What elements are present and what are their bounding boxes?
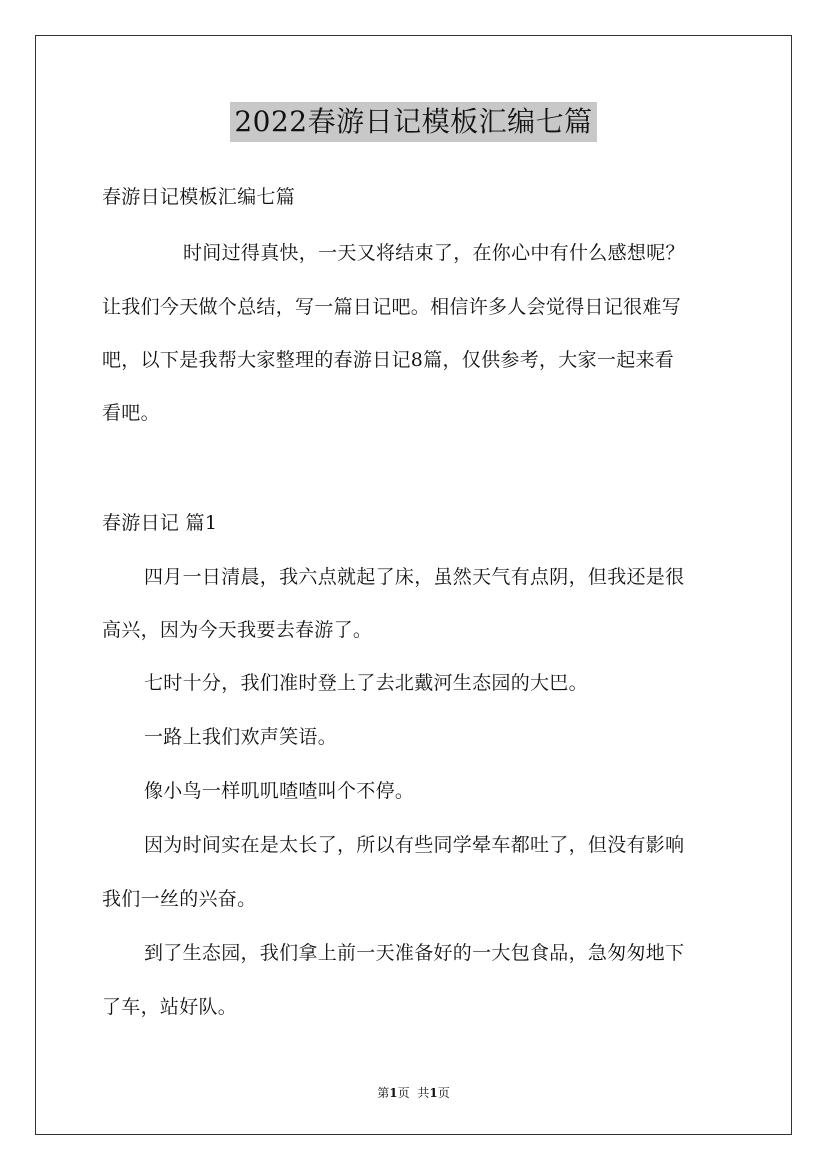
body-line-2: 高兴，因为今天我要去春游了。	[102, 619, 373, 641]
body-line-4: 一路上我们欢声笑语。	[144, 726, 338, 748]
page-footer	[0, 1084, 827, 1101]
body-line-8: 到了生态园，我们拿上前一天准备好的一大包食品，急匆匆地下	[144, 942, 685, 964]
section-heading: 春游日记 篇1	[102, 512, 218, 534]
body-line-7: 我们一丝的兴奋。	[102, 888, 257, 910]
body-line-3: 七时十分，我们准时登上了去北戴河生态园的大巴。	[144, 672, 588, 694]
intro-line-2: 让我们今天做个总结，写一篇日记吧。相信许多人会觉得日记很难写	[102, 296, 682, 318]
page-number: 1	[389, 1086, 398, 1100]
intro-line-1: 时间过得真快，一天又将结束了，在你心中有什么感想呢？	[183, 242, 685, 264]
total-prefix: 共	[417, 1086, 430, 1100]
total-pages: 1	[429, 1086, 438, 1100]
body-line-5: 像小鸟一样叽叽喳喳叫个不停。	[144, 780, 415, 802]
total-suffix: 页	[437, 1086, 450, 1100]
document-title	[0, 102, 827, 142]
intro-line-3: 吧，以下是我帮大家整理的春游日记8篇，仅供参考，大家一起来看	[102, 349, 675, 371]
intro-line-4: 看吧。	[102, 402, 160, 424]
body-line-1: 四月一日清晨，我六点就起了床，虽然天气有点阴，但我还是很	[144, 566, 685, 588]
page-prefix: 第	[377, 1086, 390, 1100]
body-line-6: 因为时间实在是太长了，所以有些同学晕车都吐了，但没有影响	[144, 834, 685, 856]
body-line-9: 了车，站好队。	[102, 996, 238, 1018]
page-suffix: 页	[397, 1086, 410, 1100]
subtitle: 春游日记模板汇编七篇	[102, 186, 296, 208]
document-title-text: 2022春游日记模板汇编七篇	[230, 102, 596, 142]
